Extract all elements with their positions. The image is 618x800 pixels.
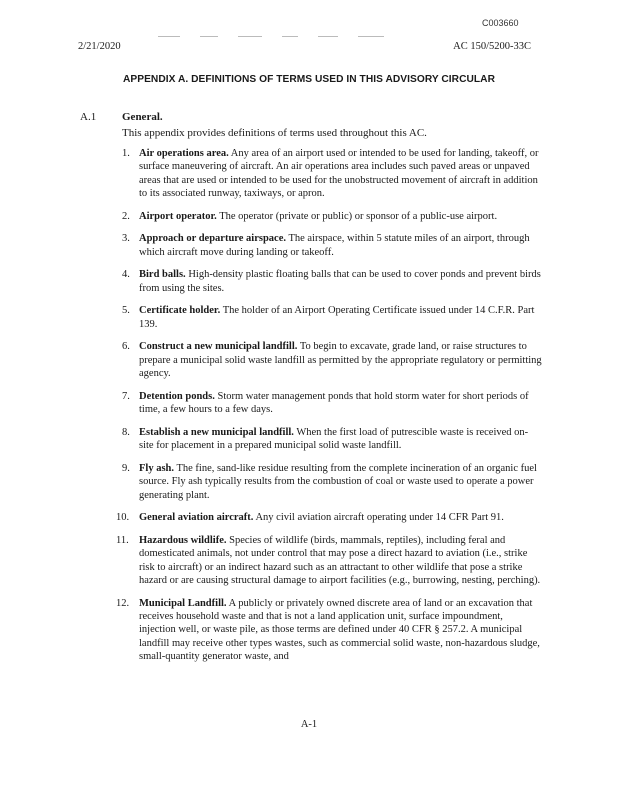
section-number: A.1	[80, 111, 97, 123]
definition-text: High-density plastic floating balls that can be used to cover ponds and prevent birds from using the sites.	[139, 269, 541, 294]
definition-term: Fly ash.	[139, 462, 175, 474]
definition-item: 10. General aviation aircraft. Any civil aviation aircraft operating under 14 CFR Part 91.	[116, 512, 504, 524]
definition-item: 3. Approach or departure airspace. The airspace, within 5 statute miles of an airport, through which aircraft move during landing or takeoff.	[122, 233, 530, 258]
scan-artifact	[158, 27, 418, 31]
section-title: General.	[122, 111, 163, 123]
definition-item: 6. Construct a new municipal landfill. To begin to excavate, grade land, or raise structures to prepare a municipal solid waste landfill as permitted by the appropriate regulatory or permitting agency.	[122, 341, 542, 380]
definition-term: Establish a new municipal landfill.	[139, 426, 294, 438]
bates-stamp: C003660	[482, 18, 519, 28]
definition-item: 11. Hazardous wildlife. Species of wildlife (birds, mammals, reptiles), including feral and domesticated animals, not under control that may pose a direct hazard to aviation (i.e., strike risk to aircraft) or an indirect hazard such as an attractant to other wildlife that pose a strike hazard or are causing structural damage to airport facilities (e.g., burrowing, nesting, perching).	[116, 534, 541, 587]
definition-text: The operator (private or public) or sponsor of a public-use airport.	[219, 210, 498, 222]
definition-term: Air operations area.	[139, 148, 229, 159]
definition-text: Any civil aviation aircraft operating under 14 CFR Part 91.	[255, 512, 504, 524]
definition-term: Construct a new municipal landfill.	[139, 341, 298, 353]
definition-item: 12. Municipal Landfill. A publicly or privately owned discrete area of land or an excavation that receives household waste and that is not a land application unit, surface impoundment, injection well, or waste pile, as those terms are defined under 40 CFR § 257.2. A municipal landfill may receive other types wastes, such as commercial solid waste, non-hazardous sludge, small-quantity generator waste, and	[116, 597, 540, 663]
definition-text: To begin to excavate, grade land, or raise structures to prepare a municipal solid waste landfill as permitted by the appropriate regulatory or permitting agency.	[139, 341, 542, 380]
definition-text: When the first load of putrescible waste is received on-site for placement in a prepared municipal solid waste landfill.	[139, 426, 529, 452]
definition-term: General aviation aircraft.	[139, 512, 254, 524]
definitions-list	[116, 147, 542, 673]
header-date: 2/21/2020	[78, 41, 121, 52]
definition-text: A publicly or privately owned discrete area of land or an excavation that receives household waste and that is not a land application unit, surface impoundment, injection well, or waste pile, as those terms are defined under 40 CFR § 257.2. A municipal landfill may receive other types wastes, such as commercial solid waste, non-hazardous sludge, small-quantity generator waste, and	[139, 597, 540, 663]
header-ac-number: AC 150/5200-33C	[453, 41, 531, 52]
definition-item: 1. Air operations area. Any area of an airport used or intended to be used for landing, takeoff, or surface maneuvering of aircraft. An air operations area includes such paved areas or unpaved areas that are used or intended to be used for the unobstructed movement of aircraft in addition to its associated runway, taxiways, or apron.	[122, 148, 539, 200]
definition-item: 4. Bird balls. High-density plastic floating balls that can be used to cover ponds and prevent birds from using the sites.	[122, 269, 541, 294]
definition-item: 9. Fly ash. The fine, sand-like residue resulting from the complete incineration of an organic fuel source. Fly ash typically results from the combustion of coal or waste used to operate a power generating plant.	[122, 462, 537, 501]
definition-text: Storm water management ponds that hold storm water for short periods of time, a few hours to a few days.	[139, 390, 529, 416]
definition-item: 8. Establish a new municipal landfill. When the first load of putrescible waste is received on-site for placement in a prepared municipal solid waste landfill.	[122, 426, 529, 452]
definition-text: The fine, sand-like residue resulting from the complete incineration of an organic fuel source. Fly ash typically results from the combustion of coal or waste used to operate a power generating plant.	[139, 462, 537, 501]
definition-term: Municipal Landfill.	[139, 597, 227, 609]
section-intro: This appendix provides definitions of terms used throughout this AC.	[122, 127, 427, 139]
definition-term: Detention ponds.	[139, 390, 215, 402]
definition-term: Approach or departure airspace.	[139, 233, 286, 245]
definition-term: Airport operator.	[139, 210, 217, 222]
definition-text: Any area of an airport used or intended to be used for landing, takeoff, or surface maneuvering of aircraft. An air operations area includes such paved areas or unpaved areas that are used or intended to be used for the unobstructed movement of aircraft in addition to its associated runway, taxiways, or apron.	[139, 148, 539, 200]
definition-item: 2. Airport operator. The operator (private or public) or sponsor of a public-use airport.	[122, 210, 498, 222]
definition-term: Bird balls.	[139, 269, 186, 281]
definition-term: Certificate holder.	[139, 305, 221, 317]
definition-item: 5. Certificate holder. The holder of an Airport Operating Certificate issued under 14 C.F.R. Part 139.	[122, 305, 535, 330]
definition-item: 7. Detention ponds. Storm water management ponds that hold storm water for short periods of time, a few hours to a few days.	[122, 390, 529, 416]
definition-text: The airspace, within 5 statute miles of an airport, through which aircraft move during landing or takeoff.	[139, 233, 530, 258]
definition-text: The holder of an Airport Operating Certificate issued under 14 C.F.R. Part 139.	[139, 305, 535, 330]
page-number: A-1	[300, 719, 318, 730]
appendix-title: APPENDIX A. DEFINITIONS OF TERMS USED IN THIS ADVISORY CIRCULAR	[122, 74, 495, 85]
definition-text: Species of wildlife (birds, mammals, reptiles), including feral and domesticated animals, not under control that may pose a direct hazard to aviation (i.e., strike risk to aircraft) or an indirect hazard such as an attractant to other wildlife that pose a strike hazard or are causing structural damage to airport facilities (e.g., burrowing, nesting, perching).	[139, 534, 541, 587]
definition-term: Hazardous wildlife.	[139, 534, 227, 546]
